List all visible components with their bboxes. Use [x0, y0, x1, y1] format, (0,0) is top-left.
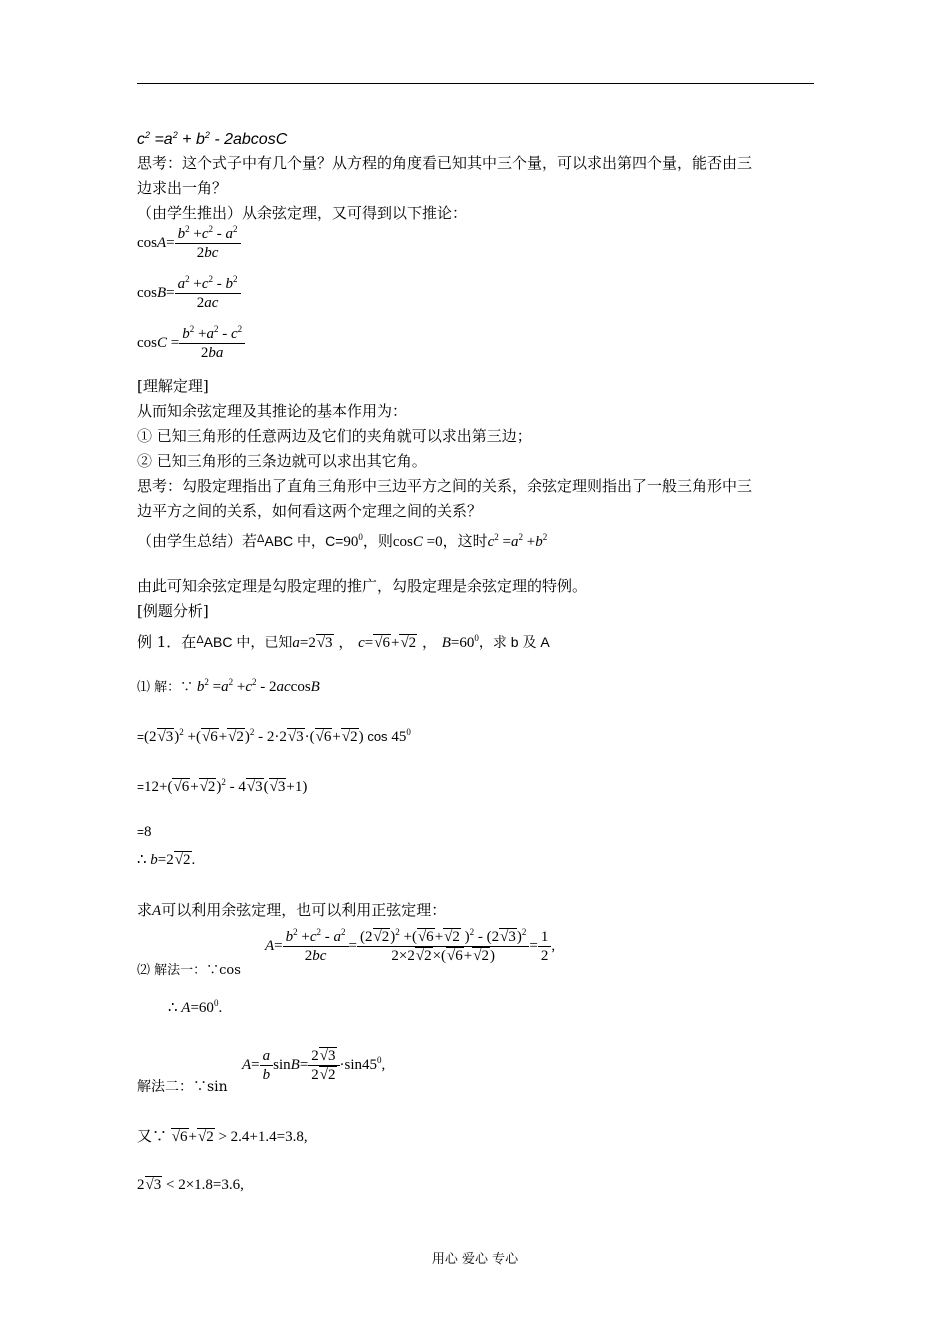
corollary-cosB: cosB= $\frac{a^2 +c^2 - b^2}{2ac}$	[137, 275, 241, 312]
solution-1-step1: $=(2√3)^2 +(√6+√2)^2 - 2\cdot 2√3\cdot(√6+√2)$ $\cos 45^0$	[137, 727, 411, 745]
think-question-1a: 思考：这个式子中有几个量？从方程的角度看已知其中三个量，可以求出第四个量，能否由三	[137, 154, 753, 172]
solution-2-result: ∴ $A=60^0$.	[168, 998, 223, 1016]
solution-1-line: ⑴ 解：∵ $b^2 =a^2 +c^2 - 2accosB$	[137, 677, 320, 695]
summary-prefix: （由学生总结）若	[137, 532, 258, 550]
seek-A-text: 可以利用余弦定理，也可以利用正弦定理：	[161, 901, 447, 919]
use-2: ② 已知三角形的三条边就可以求出其它角。	[137, 452, 427, 470]
also-line: 又∵ √6+√2 > 2.4+1.4=3.8,	[137, 1127, 308, 1145]
think-question-2a: 思考：勾股定理指出了直角三角形中三边平方之间的关系，余弦定理则指出了一般三角形中三	[137, 477, 753, 495]
page-footer: 用心 爱心 专心	[431, 1252, 519, 1267]
cosine-law-formula: $c^2 =a^2 + b^2 - 2abcosC$	[137, 130, 288, 148]
solution-1-label: ⑴ 解：∵	[137, 680, 194, 695]
summary-line: （由学生总结）若$^\Delta$ABC 中，$C=90^0$，则cosC =0，这时$c^2 =a^2 +b^2$	[137, 532, 548, 550]
example-heading: [例题分析]	[137, 602, 209, 620]
summary-when: ，这时	[442, 532, 488, 550]
solution-1-step2: $=12+(√6+√2)^2 - 4√3(√3+1)$	[137, 777, 308, 795]
solution-3-formula: A= $\frac{a}{b}$ sinB= $\frac{2√3}{2√2}$ $\cdot\sin 45^0$,	[242, 1048, 386, 1083]
think-question-2b: 边平方之间的关系，如何看这两个定理之间的关系？	[137, 502, 483, 520]
solution-2-label: ⑵ 解法一：∵cos	[137, 963, 241, 978]
example-1-given: ABC 中，已知	[203, 634, 293, 650]
summary-triangle: ABC 中，	[264, 533, 326, 549]
summary-then: ，则	[362, 532, 393, 550]
seek-A-line: 求A可以利用余弦定理，也可以利用正弦定理：	[137, 901, 447, 919]
seek-A-prefix: 求	[137, 901, 153, 919]
derive-text: （由学生推出）从余弦定理，又可得到以下推论：	[137, 204, 468, 222]
header-rule	[137, 83, 814, 84]
solution-1-step3: =8	[137, 824, 152, 840]
corollary-cosA: cosA= $\frac{b^2 +c^2 - a^2}{2bc}$	[137, 225, 241, 262]
use-1: ① 已知三角形的任意两边及它们的夹角就可以求出第三边；	[137, 427, 532, 445]
solution-2-formula: A= $\frac{b^2 +c^2 - a^2}{2bc}$ = $\frac{(2√2)^2 +(√6+√2 )^2 - (2√3)^2}{2\times 2√2\times(√6+√2)}$ = $\frac{1}{2}$ ,	[265, 927, 556, 964]
summary-c: C=	[325, 533, 344, 549]
understand-heading: [理解定理]	[137, 377, 209, 395]
example-1-ask: ，求 b 及 A	[478, 634, 550, 650]
corollary-cosC: cosC = $\frac{b^2 +a^2 - c^2}{2ba}$	[137, 325, 245, 362]
solution-3-label: 解法二：∵sin	[137, 1079, 228, 1095]
example-1: 例 1．在$^\Delta$ABC 中，已知a=2√3 ， c=√6+√2 ， $B=60^0$，求 b 及 A	[137, 633, 550, 651]
example-1-prefix: 例 1．在	[137, 633, 197, 651]
compare-line: 2√3 < 2×1.8=3.6,	[137, 1177, 244, 1193]
basic-role-text: 从而知余弦定理及其推论的基本作用为：	[137, 402, 408, 420]
conclusion-text: 由此可知余弦定理是勾股定理的推广，勾股定理是余弦定理的特例。	[137, 577, 588, 595]
solution-1-result: ∴ b=2√2.	[137, 852, 196, 868]
think-question-1b: 边求出一角？	[137, 179, 228, 197]
